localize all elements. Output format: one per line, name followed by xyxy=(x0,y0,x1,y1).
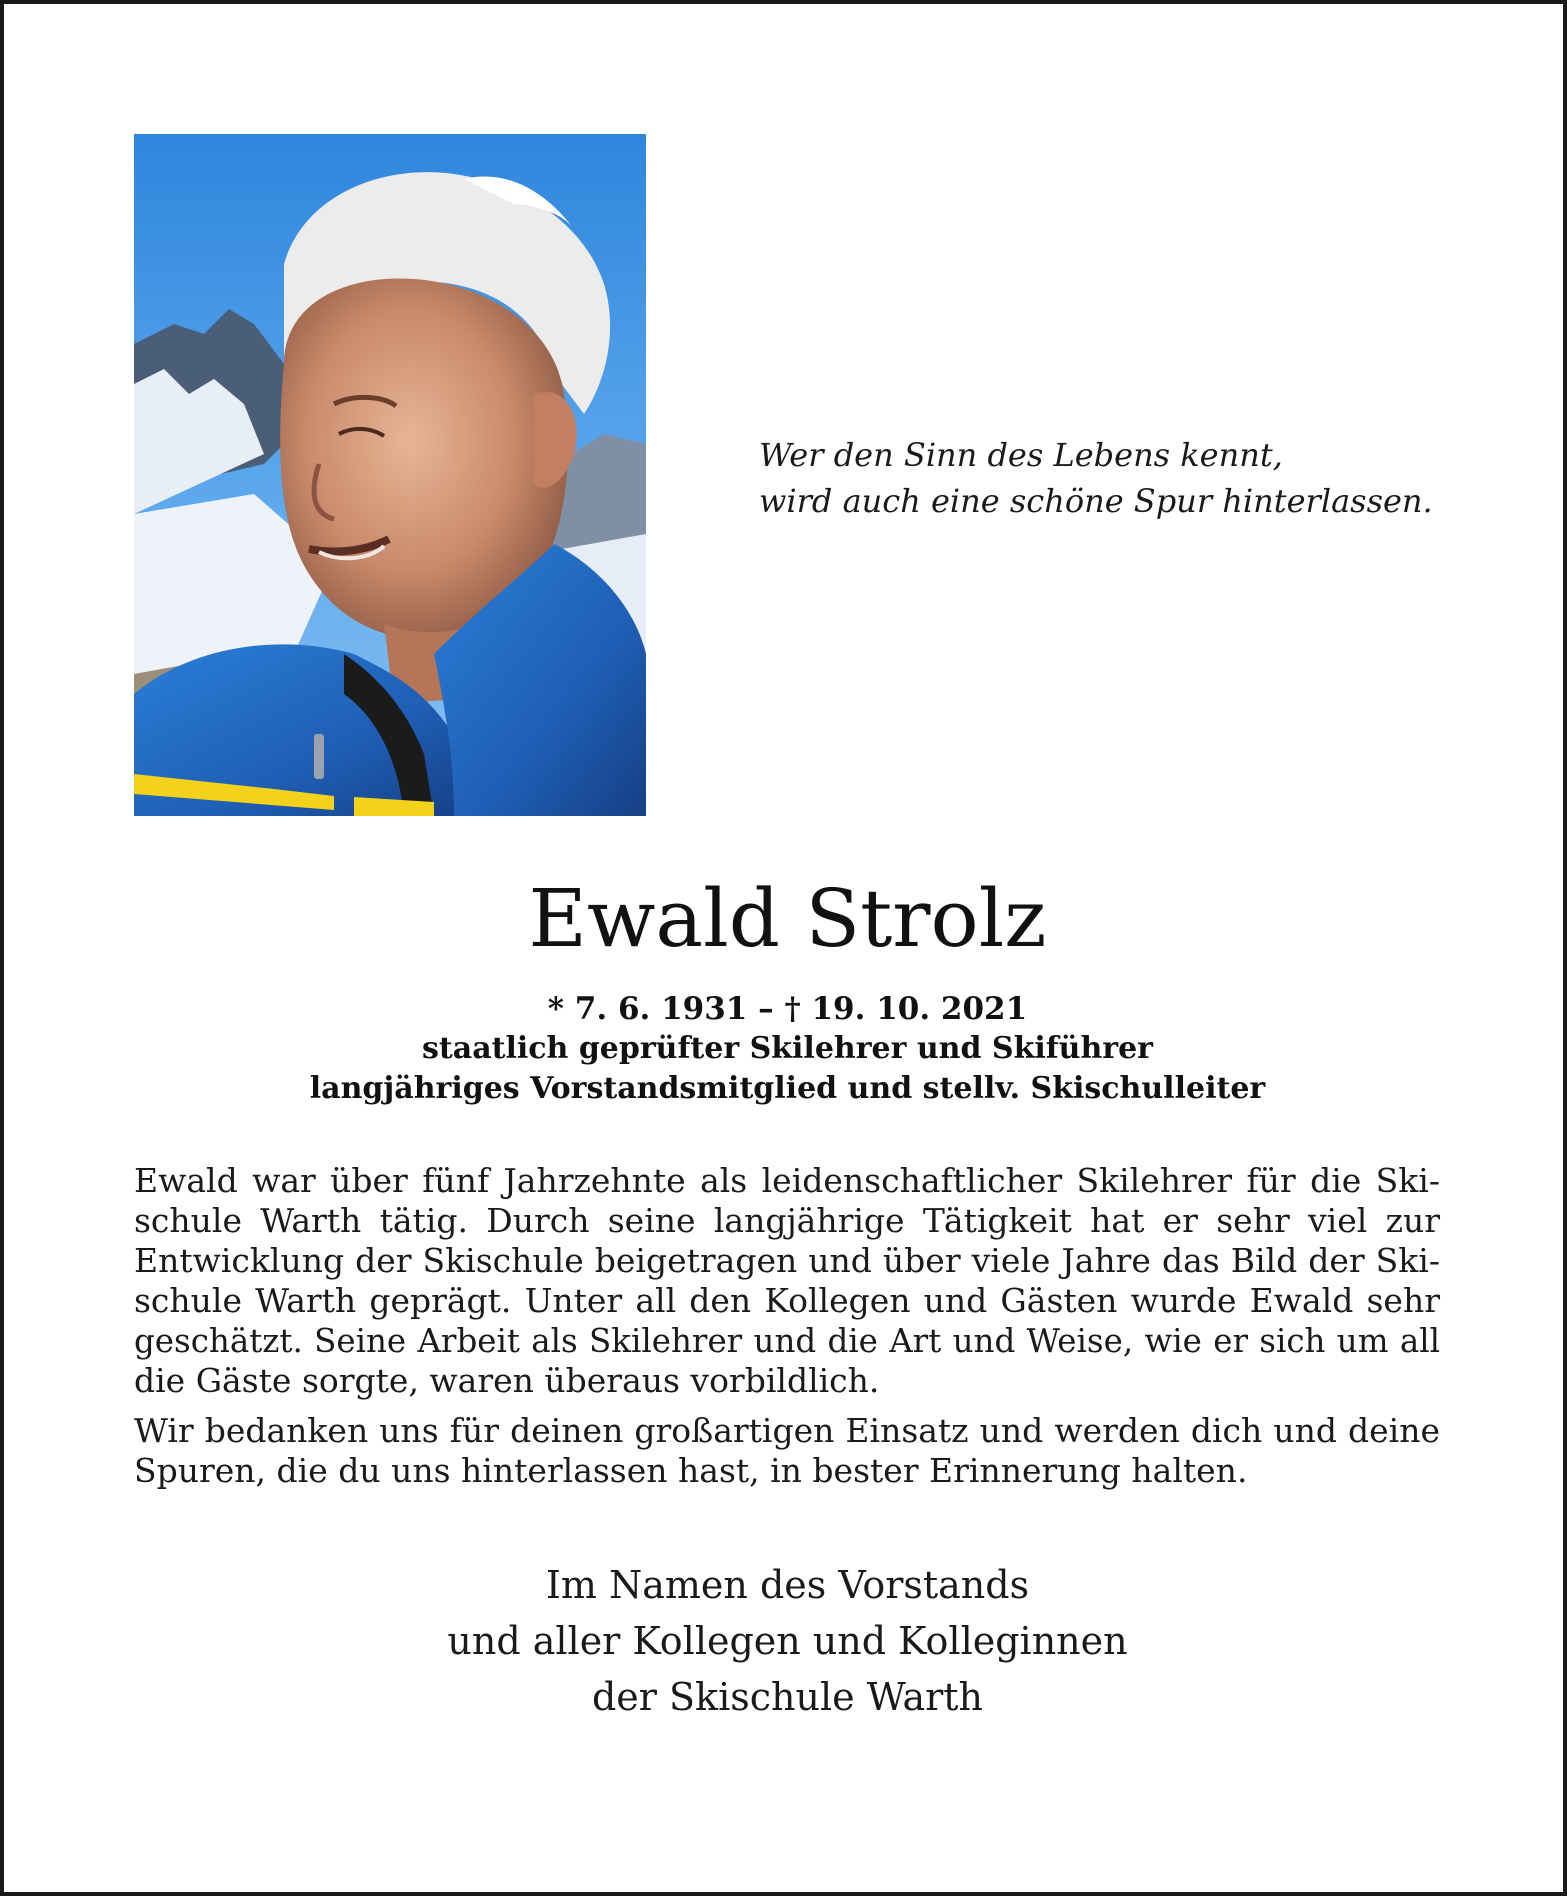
signature-line: der Skischule Warth xyxy=(591,1675,984,1719)
role-line: langjähriges Vorstandsmitglied und stellv. Skischulleiter xyxy=(309,1071,1266,1106)
tribute-line: schule Warth geprägt. Unter all den Kollegen und Gästen wurde Ewald sehr xyxy=(134,1281,1440,1320)
paragraph-gap xyxy=(134,1401,1440,1411)
life-dates: * 7. 6. 1931 – † 19. 10. 2021 xyxy=(547,991,1028,1027)
signature-block xyxy=(4,1557,1567,1725)
signature-line: und aller Kollegen und Kolleginnen xyxy=(447,1619,1128,1663)
tribute-text xyxy=(134,1161,1440,1491)
motto-line: Wer den Sinn des Lebens kennt, xyxy=(759,436,1283,474)
tribute-line: Entwicklung der Skischule beigetragen und über viele Jahre das Bild der Ski- xyxy=(134,1241,1440,1280)
tribute-line: Ewald war über fünf Jahrzehnte als leidenschaftlicher Skilehrer für die Ski- xyxy=(134,1161,1440,1200)
tribute-line: Spuren, die du uns hinterlassen hast, in bester Erinnerung halten. xyxy=(134,1451,1248,1490)
deceased-info xyxy=(4,989,1567,1109)
motto-quote xyxy=(759,432,1459,524)
portrait-illustration xyxy=(134,134,646,816)
tribute-line: schule Warth tätig. Durch seine langjährige Tätigkeit hat er sehr viel zur xyxy=(134,1201,1440,1240)
portrait-photo xyxy=(134,134,646,816)
tribute-line: Wir bedanken uns für deinen großartigen Einsatz und werden dich und deine xyxy=(134,1411,1440,1450)
deceased-name: Ewald Strolz xyxy=(528,872,1047,965)
motto-line: wird auch eine schöne Spur hinterlassen. xyxy=(759,482,1433,520)
signature-line: Im Namen des Vorstands xyxy=(545,1563,1030,1607)
tribute-line: geschätzt. Seine Arbeit als Skilehrer und die Art und Weise, wie er sich um all xyxy=(134,1322,1440,1360)
tribute-line: die Gäste sorgte, waren überaus vorbildlich. xyxy=(134,1361,880,1400)
role-line: staatlich geprüfter Skilehrer und Skiführer xyxy=(422,1031,1153,1066)
